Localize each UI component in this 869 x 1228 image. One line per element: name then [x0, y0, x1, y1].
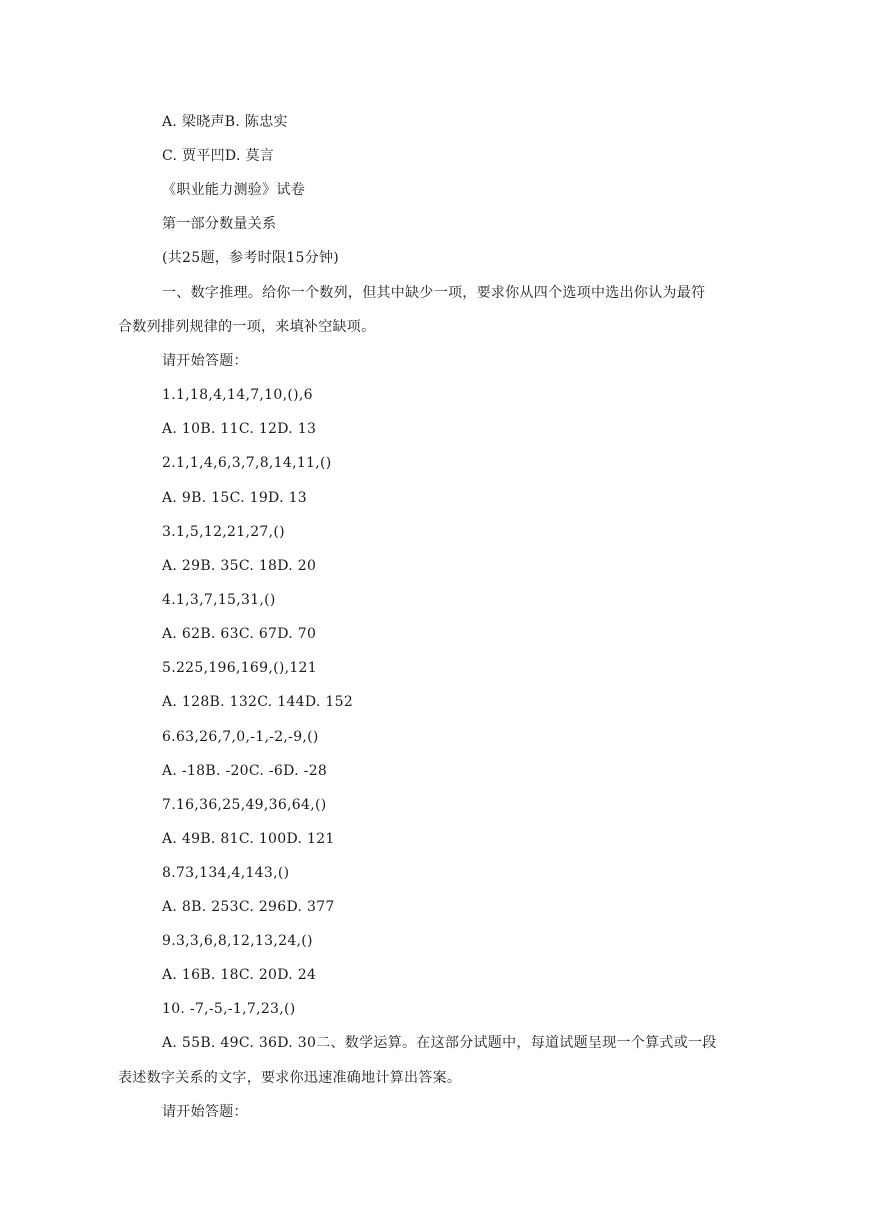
answer-options-and-part-two-intro: A. 55B. 49C. 36D. 30二、数学运算。在这部分试题中，每道试题呈现一个算式或一段: [162, 1035, 717, 1051]
answer-options-line: A. 49B. 81C. 100D. 121: [162, 831, 335, 847]
instructions-paragraph: 一、数字推理。给你一个数列，但其中缺少一项，要求你从四个选项中选出你认为最符: [162, 285, 706, 301]
question-line: 8.73,134,4,143,(): [162, 865, 290, 881]
option-line: A. 梁晓声B. 陈忠实: [162, 114, 288, 130]
answer-options-line: A. 16B. 18C. 20D. 24: [162, 967, 317, 983]
question-line: 9.3,3,6,8,12,13,24,(): [162, 933, 313, 949]
answer-options-line: A. 9B. 15C. 19D. 13: [162, 490, 307, 506]
question-line: 1.1,18,4,14,7,10,(),6: [162, 387, 313, 403]
option-line: C. 贾平凹D. 莫言: [162, 148, 275, 164]
start-prompt: 请开始答题：: [162, 1104, 248, 1120]
exam-title: 《职业能力测验》试卷: [162, 182, 305, 198]
answer-options-line: A. 8B. 253C. 296D. 377: [162, 899, 335, 915]
part-two-intro-continued: 表述数字关系的文字，要求你迅速准确地计算出答案。: [118, 1070, 462, 1086]
answer-options-line: A. 128B. 132C. 144D. 152: [162, 694, 354, 710]
instructions-paragraph-continued: 合数列排列规律的一项，来填补空缺项。: [118, 319, 376, 335]
question-line: 10. -7,-5,-1,7,23,(): [162, 1001, 296, 1017]
answer-options-line: A. 10B. 11C. 12D. 13: [162, 421, 317, 437]
question-line: 4.1,3,7,15,31,(): [162, 592, 276, 608]
question-line: 5.225,196,169,(),121: [162, 660, 317, 676]
question-line: 2.1,1,4,6,3,7,8,14,11,(): [162, 455, 332, 471]
question-line: 7.16,36,25,49,36,64,(): [162, 797, 327, 813]
answer-options-line: A. 29B. 35C. 18D. 20: [162, 558, 317, 574]
question-line: 6.63,26,7,0,-1,-2,-9,(): [162, 729, 319, 745]
answer-options-line: A. -18B. -20C. -6D. -28: [162, 763, 328, 779]
start-prompt: 请开始答题：: [162, 353, 248, 369]
section-note: (共25题，参考时限15分钟): [162, 250, 340, 266]
question-line: 3.1,5,12,21,27,(): [162, 524, 285, 540]
answer-options-line: A. 62B. 63C. 67D. 70: [162, 626, 317, 642]
section-heading: 第一部分数量关系: [162, 216, 277, 232]
